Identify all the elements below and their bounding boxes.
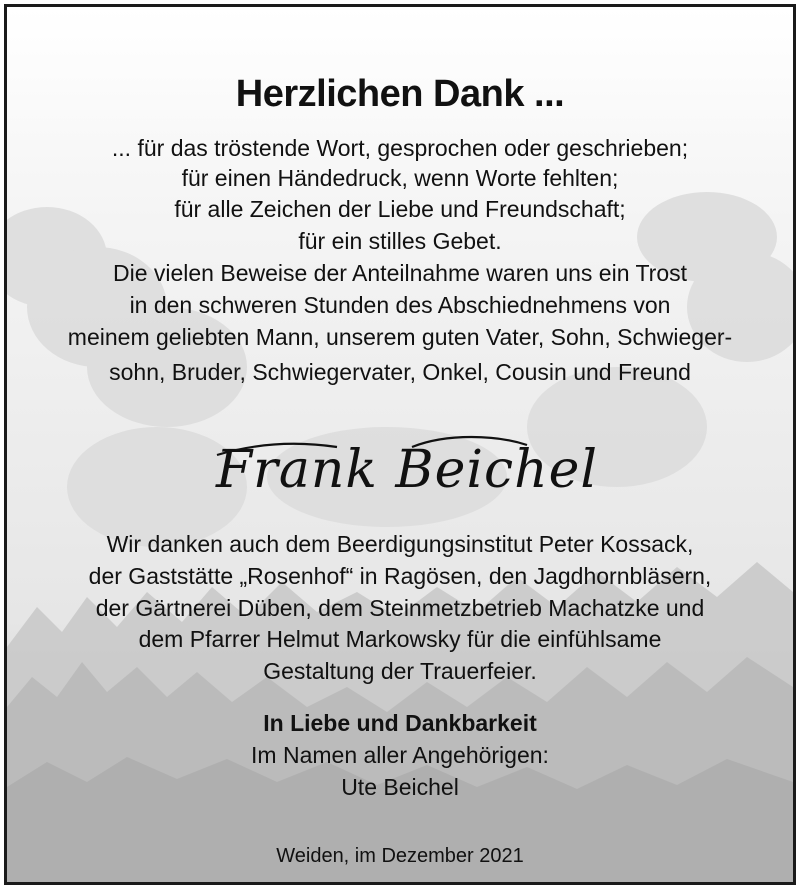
obituary-notice	[4, 4, 796, 885]
signer-name: Ute Beichel	[341, 774, 459, 800]
intro-line: für alle Zeichen der Liebe und Freundschaft;	[174, 196, 626, 222]
intro-line: für einen Händedruck, wenn Worte fehlten;	[181, 165, 619, 191]
place-date: Weiden, im Dezember 2021	[276, 845, 524, 867]
svg-text:Frank Beichel: Frank Beichel	[215, 440, 599, 500]
intro-line: für ein stilles Gebet.	[298, 228, 502, 254]
closing-line: Im Namen aller Angehörigen:	[251, 742, 549, 768]
thanks-line: der Gaststätte „Rosenhof“ in Ragösen, den Jagdhornbläsern,	[88, 563, 712, 589]
intro-line: meinem geliebten Mann, unserem guten Vater, Sohn, Schwieger-	[67, 324, 733, 350]
intro-line: sohn, Bruder, Schwiegervater, Onkel, Cousin und Freund	[109, 359, 691, 385]
thanks-line: der Gärtnerei Düben, dem Steinmetzbetrieb Machatzke und	[95, 595, 705, 621]
intro-line: ... für das tröstende Wort, gesprochen oder geschrieben;	[111, 135, 689, 161]
intro-line: in den schweren Stunden des Abschiednehmens von	[129, 292, 671, 318]
thanks-line: Gestaltung der Trauerfeier.	[263, 658, 537, 684]
thanks-line: dem Pfarrer Helmut Markowsky für die einfühlsame	[138, 626, 662, 652]
page-title: Herzlichen Dank ...	[235, 73, 565, 115]
closing-heading: In Liebe und Dankbarkeit	[263, 710, 537, 736]
thanks-line: Wir danken auch dem Beerdigungsinstitut Peter Kossack,	[106, 531, 694, 557]
intro-line: Die vielen Beweise der Anteilnahme waren uns ein Trost	[112, 260, 688, 286]
deceased-name-signature	[197, 425, 617, 515]
